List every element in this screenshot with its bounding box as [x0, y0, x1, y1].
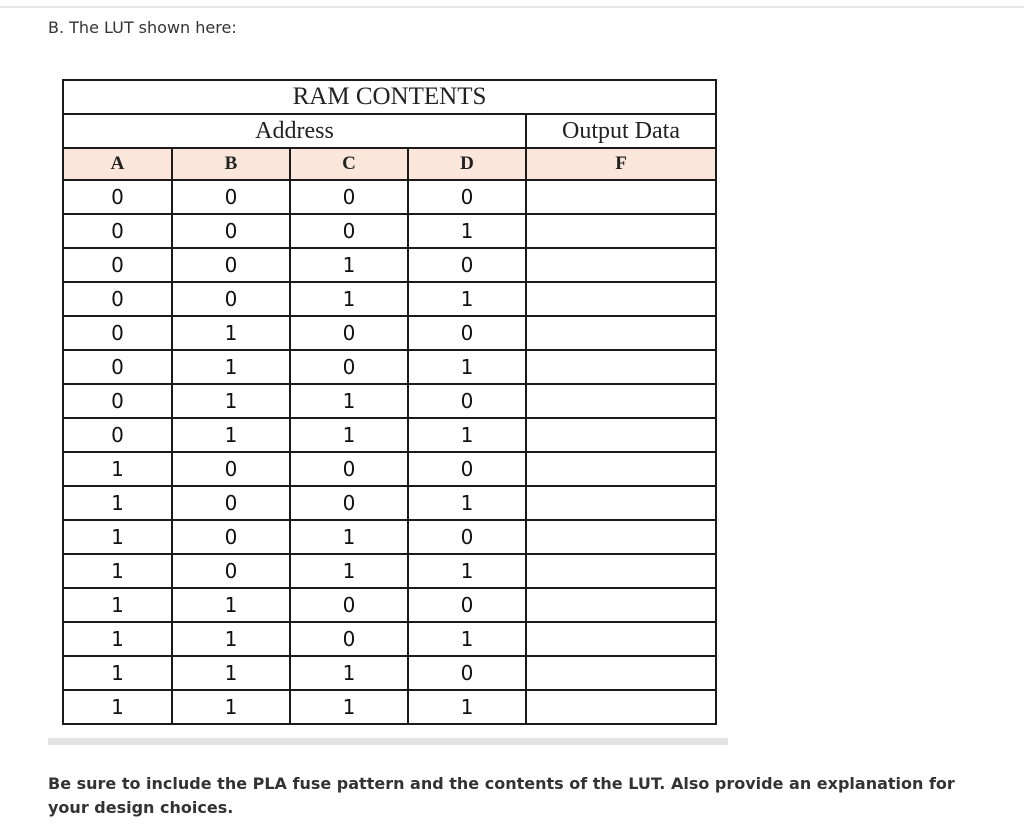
cell-d: 1	[408, 282, 526, 316]
cell-d: 1	[408, 350, 526, 384]
cell-d: 1	[408, 418, 526, 452]
cell-d: 0	[408, 588, 526, 622]
cell-a: 1	[63, 520, 172, 554]
cell-a: 1	[63, 554, 172, 588]
cell-d: 0	[408, 248, 526, 282]
cell-f[interactable]	[526, 418, 716, 452]
cell-b: 1	[172, 418, 290, 452]
cell-c: 0	[290, 180, 408, 214]
table-row	[63, 316, 716, 350]
cell-a: 1	[63, 486, 172, 520]
cell-c: 1	[290, 520, 408, 554]
horizontal-scrollbar[interactable]	[48, 738, 728, 745]
cell-d: 1	[408, 554, 526, 588]
table-row	[63, 384, 716, 418]
table-row	[63, 214, 716, 248]
cell-b: 0	[172, 282, 290, 316]
cell-a: 1	[63, 452, 172, 486]
table-row	[63, 282, 716, 316]
cell-b: 1	[172, 384, 290, 418]
table-row	[63, 452, 716, 486]
cell-b: 0	[172, 214, 290, 248]
cell-a: 0	[63, 316, 172, 350]
cell-f[interactable]	[526, 350, 716, 384]
cell-a: 1	[63, 690, 172, 724]
table-row	[63, 486, 716, 520]
cell-d: 0	[408, 520, 526, 554]
column-header-b: B	[172, 148, 290, 180]
cell-c: 1	[290, 690, 408, 724]
top-divider	[0, 6, 1024, 8]
cell-d: 1	[408, 486, 526, 520]
cell-f[interactable]	[526, 622, 716, 656]
cell-b: 1	[172, 690, 290, 724]
cell-a: 0	[63, 214, 172, 248]
cell-f[interactable]	[526, 282, 716, 316]
cell-c: 0	[290, 316, 408, 350]
cell-f[interactable]	[526, 554, 716, 588]
cell-c: 0	[290, 486, 408, 520]
cell-f[interactable]	[526, 690, 716, 724]
cell-b: 1	[172, 622, 290, 656]
cell-b: 0	[172, 554, 290, 588]
column-header-a: A	[63, 148, 172, 180]
cell-b: 1	[172, 316, 290, 350]
cell-f[interactable]	[526, 384, 716, 418]
cell-f[interactable]	[526, 452, 716, 486]
cell-a: 1	[63, 656, 172, 690]
table-row	[63, 554, 716, 588]
cell-b: 0	[172, 520, 290, 554]
column-header-f: F	[526, 148, 716, 180]
cell-f[interactable]	[526, 316, 716, 350]
cell-a: 0	[63, 384, 172, 418]
cell-a: 0	[63, 180, 172, 214]
cell-c: 1	[290, 656, 408, 690]
table-row	[63, 690, 716, 724]
cell-a: 0	[63, 248, 172, 282]
table-row	[63, 350, 716, 384]
cell-c: 0	[290, 588, 408, 622]
cell-c: 1	[290, 554, 408, 588]
cell-d: 1	[408, 690, 526, 724]
cell-c: 0	[290, 622, 408, 656]
cell-a: 0	[63, 350, 172, 384]
cell-b: 1	[172, 588, 290, 622]
cell-a: 1	[63, 622, 172, 656]
table-row	[63, 622, 716, 656]
cell-c: 1	[290, 282, 408, 316]
address-header: Address	[63, 114, 526, 148]
cell-c: 0	[290, 452, 408, 486]
cell-b: 0	[172, 452, 290, 486]
column-header-c: C	[290, 148, 408, 180]
output-data-header: Output Data	[526, 114, 716, 148]
cell-b: 1	[172, 350, 290, 384]
cell-f[interactable]	[526, 214, 716, 248]
cell-d: 1	[408, 214, 526, 248]
cell-a: 1	[63, 588, 172, 622]
cell-f[interactable]	[526, 520, 716, 554]
table-row	[63, 656, 716, 690]
cell-b: 1	[172, 656, 290, 690]
cell-b: 0	[172, 486, 290, 520]
cell-a: 0	[63, 282, 172, 316]
cell-d: 0	[408, 384, 526, 418]
table-row	[63, 520, 716, 554]
cell-d: 0	[408, 180, 526, 214]
lut-table-container	[62, 79, 717, 725]
cell-c: 0	[290, 214, 408, 248]
cell-d: 1	[408, 622, 526, 656]
cell-d: 0	[408, 316, 526, 350]
table-row	[63, 588, 716, 622]
table-row	[63, 418, 716, 452]
column-header-row	[63, 148, 716, 180]
cell-c: 1	[290, 384, 408, 418]
cell-f[interactable]	[526, 588, 716, 622]
cell-f[interactable]	[526, 248, 716, 282]
cell-a: 0	[63, 418, 172, 452]
ram-contents-title: RAM CONTENTS	[63, 80, 716, 114]
cell-c: 1	[290, 248, 408, 282]
cell-f[interactable]	[526, 180, 716, 214]
cell-b: 0	[172, 180, 290, 214]
intro-text: B. The LUT shown here:	[48, 18, 237, 37]
column-header-d: D	[408, 148, 526, 180]
cell-c: 1	[290, 418, 408, 452]
cell-d: 0	[408, 452, 526, 486]
table-row	[63, 248, 716, 282]
table-row	[63, 180, 716, 214]
instruction-note: Be sure to include the PLA fuse pattern and the contents of the LUT. Also provide an explanation for your design choices.	[48, 774, 955, 817]
cell-c: 0	[290, 350, 408, 384]
cell-d: 0	[408, 656, 526, 690]
cell-f[interactable]	[526, 656, 716, 690]
cell-f[interactable]	[526, 486, 716, 520]
cell-b: 0	[172, 248, 290, 282]
lut-table	[62, 79, 717, 725]
